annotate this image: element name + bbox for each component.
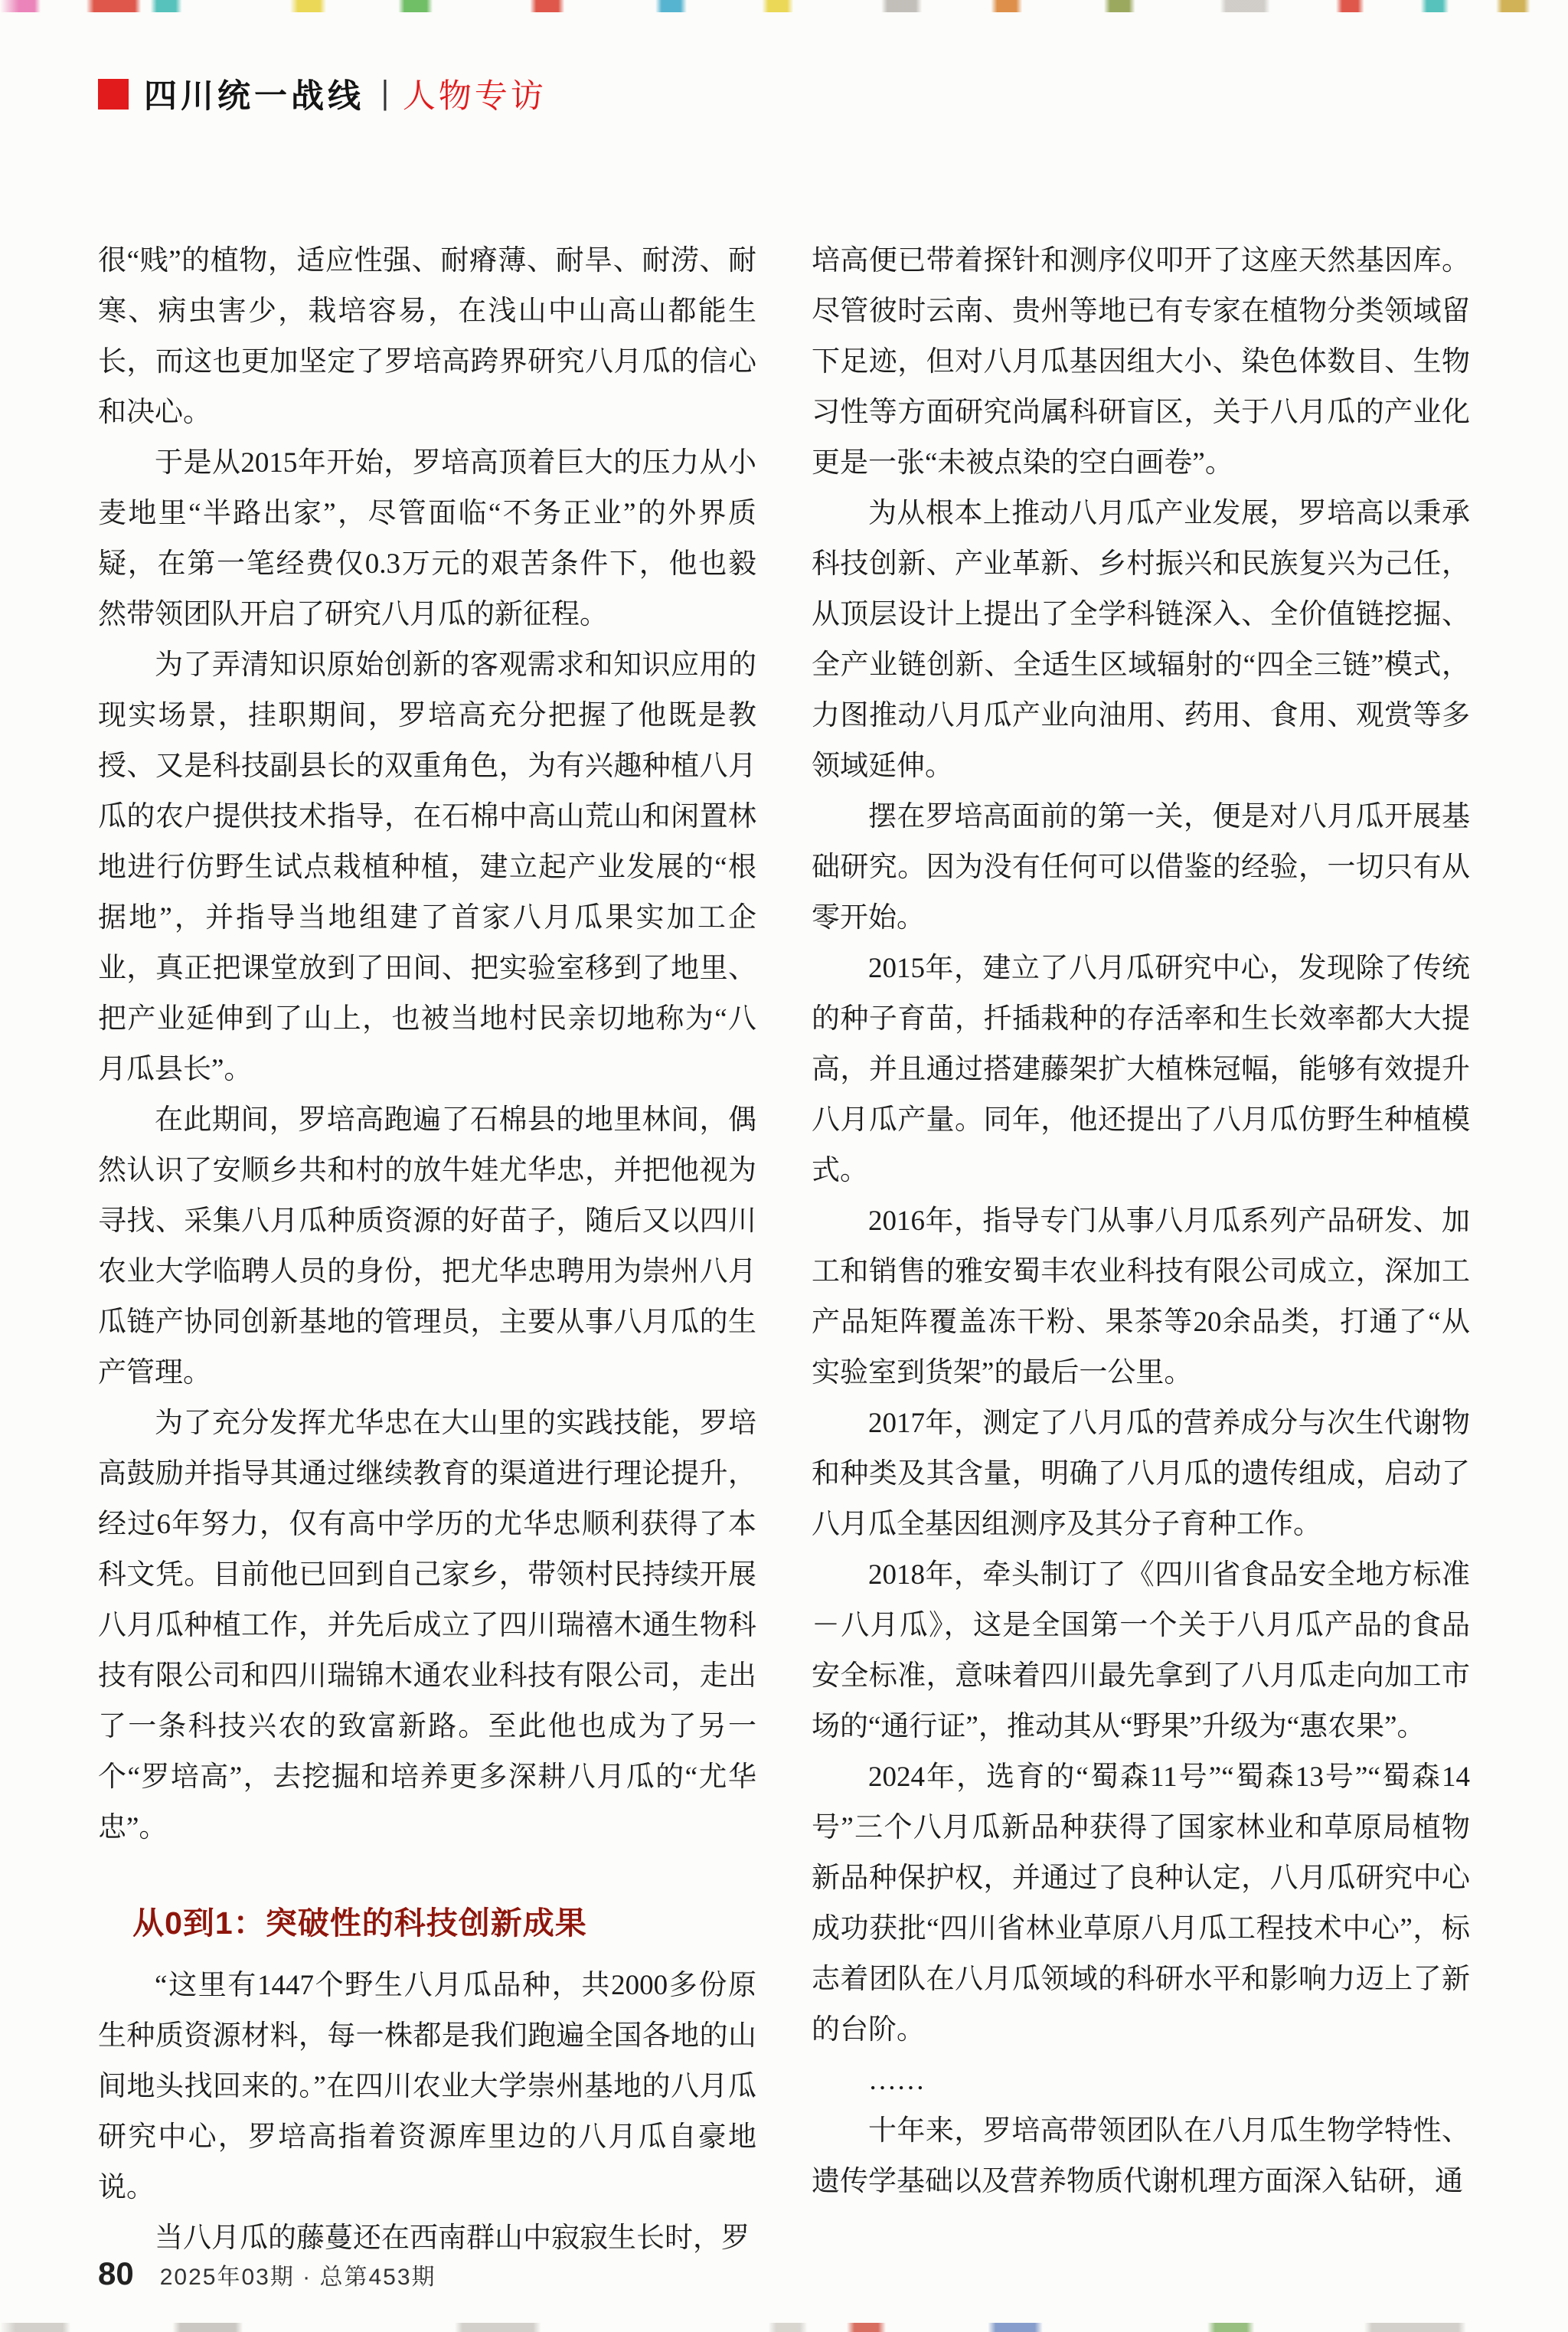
section-label: 人物专访 (402, 78, 547, 115)
paragraph: …… (868, 2065, 925, 2096)
paragraph: 很“贱”的植物，适应性强、耐瘠薄、耐旱、耐涝、耐寒、病虫害少，栽培容易，在浅山中山高山都能生长，而这也更加坚定了罗培高跨界研究八月瓜的信心和决心。 (98, 245, 756, 428)
paragraph: 十年来，罗培高带领团队在八月瓜生物学特性、遗传学基础以及营养物质代谢机理方面深入钻研，通 (812, 2115, 1470, 2197)
paragraph: 于是从2015年开始，罗培高顶着巨大的压力从小麦地里“半路出家”，尽管面临“不务正业”的外界质疑，在第一笔经费仅0.3万元的艰苦条件下，他也毅然带领团队开启了研究八月瓜的新征程。 (98, 447, 756, 630)
paragraph: “这里有1447个野生八月瓜品种，共2000多份原生种质资源材料，每一株都是我们跑遍全国各地的山间地头找回来的。”在四川农业大学崇州基地的八月瓜研究中心，罗培高指着资源库里边的八月瓜自豪地说。 (98, 1970, 756, 2203)
right-column (812, 236, 1470, 2264)
left-column (98, 236, 756, 2264)
paragraph: 为了充分发挥尤华忠在大山里的实践技能，罗培高鼓励并指导其通过继续教育的渠道进行理论提升，经过6年努力，仅有高中学历的尤华忠顺利获得了本科文凭。目前他已回到自己家乡，带领村民持续开展八月瓜种植工作，并先后成立了四川瑞禧木通生物科技有限公司和四川瑞锦木通农业科技有限公司，走出了一条科技兴农的致富新路。至此他也成为了另一个“罗培高”，去挖掘和培养更多深耕八月瓜的“尤华忠”。 (98, 1408, 756, 1843)
page-footer (98, 2255, 436, 2292)
paragraph: 2015年，建立了八月瓜研究中心，发现除了传统的种子育苗，扦插栽种的存活率和生长效率都大大提高，并且通过搭建藤架扩大植株冠幅，能够有效提升八月瓜产量。同年，他还提出了八月瓜仿野生种植模式。 (812, 953, 1470, 1186)
page-header (98, 70, 547, 117)
paragraph: 培高便已带着探针和测序仪叩开了这座天然基因库。尽管彼时云南、贵州等地已有专家在植物分类领域留下足迹，但对八月瓜基因组大小、染色体数目、生物习性等方面研究尚属科研盲区，关于八月瓜的产业化更是一张“未被点染的空白画卷”。 (812, 245, 1470, 479)
paragraph: 2016年，指导专门从事八月瓜系列产品研发、加工和销售的雅安蜀丰农业科技有限公司成立，深加工产品矩阵覆盖冻干粉、果茶等20余品类，打通了“从实验室到货架”的最后一公里。 (812, 1205, 1470, 1388)
brand-square-icon (98, 79, 129, 110)
paragraph: 2017年，测定了八月瓜的营养成分与次生代谢物和种类及其含量，明确了八月瓜的遗传组成，启动了八月瓜全基因组测序及其分子育种工作。 (812, 1408, 1470, 1540)
header-divider: | (381, 74, 389, 113)
scan-noise-bottom (0, 2323, 1568, 2332)
paragraph: 在此期间，罗培高跑遍了石棉县的地里林间，偶然认识了安顺乡共和村的放牛娃尤华忠，并把他视为寻找、采集八月瓜种质资源的好苗子，随后又以四川农业大学临聘人员的身份，把尤华忠聘用为崇州八月瓜链产协同创新基地的管理员，主要从事八月瓜的生产管理。 (98, 1104, 756, 1388)
paragraph: 2024年，选育的“蜀森11号”“蜀森13号”“蜀森14号”三个八月瓜新品种获得了国家林业和草原局植物新品种保护权，并通过了良种认定，八月瓜研究中心成功获批“四川省林业草原八月瓜工程技术中心”，标志着团队在八月瓜领域的科研水平和影响力迈上了新的台阶。 (812, 1761, 1470, 2046)
article-body (98, 236, 1470, 2264)
issue-info: 2025年03期 · 总第453期 (159, 2265, 436, 2290)
paragraph: 为从根本上推动八月瓜产业发展，罗培高以秉承科技创新、产业革新、乡村振兴和民族复兴为己任，从顶层设计上提出了全学科链深入、全价值链挖掘、全产业链创新、全适生区域辐射的“四全三链”模式，力图推动八月瓜产业向油用、药用、食用、观赏等多领域延伸。 (812, 498, 1470, 782)
brand-title: 四川统一战线 (144, 78, 364, 115)
paragraph: 当八月瓜的藤蔓还在西南群山中寂寂生长时，罗 (155, 2222, 750, 2254)
paragraph: 2018年，牵头制订了《四川省食品安全地方标准－八月瓜》，这是全国第一个关于八月瓜产品的食品安全标准，意味着四川最先拿到了八月瓜走向加工市场的“通行证”，推动其从“野果”升级为“惠农果”。 (812, 1559, 1470, 1742)
page-number: 80 (98, 2255, 134, 2291)
scan-noise-top (0, 0, 1568, 12)
paragraph: 摆在罗培高面前的第一关，便是对八月瓜开展基础研究。因为没有任何可以借鉴的经验，一切只有从零开始。 (812, 801, 1470, 934)
paragraph: 为了弄清知识原始创新的客观需求和知识应用的现实场景，挂职期间，罗培高充分把握了他既是教授、又是科技副县长的双重角色，为有兴趣种植八月瓜的农户提供技术指导，在石棉中高山荒山和闲置林地进行仿野生试点栽植种植，建立起产业发展的“根据地”，并指导当地组建了首家八月瓜果实加工企业，真正把课堂放到了田间、把实验室移到了地里、把产业延伸到了山上，也被当地村民亲切地称为“八月瓜县长”。 (98, 649, 756, 1085)
section-heading: 从0到1：突破性的科技创新成果 (132, 1905, 587, 1941)
